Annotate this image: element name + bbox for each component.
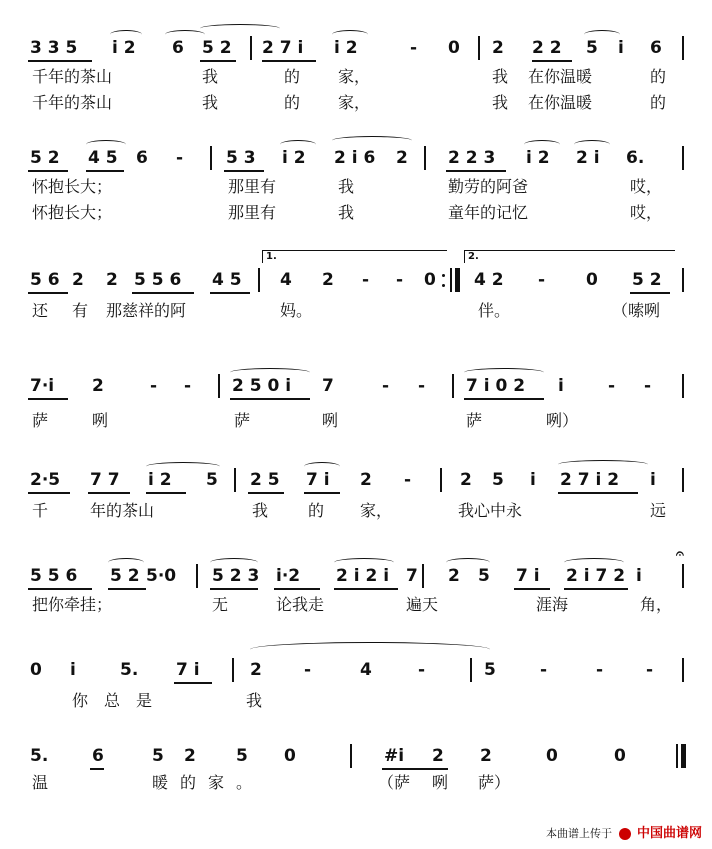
note-group: 2 i 6 <box>334 148 376 168</box>
underline <box>28 398 68 400</box>
note: 2 <box>360 470 372 490</box>
note: 5. <box>120 660 139 680</box>
lyric: 家， <box>338 93 371 112</box>
underline <box>230 398 310 400</box>
final-barline-thin <box>676 744 678 768</box>
note-group: 2 7 i <box>262 38 304 58</box>
lyric: （嗦咧 <box>612 301 661 320</box>
lyric: 涯海 <box>536 595 569 614</box>
lyric: 在你温暖 <box>528 93 593 112</box>
lyric: 有 <box>72 301 89 320</box>
lyric: 论我走 <box>276 595 325 614</box>
lyric: 咧） <box>546 411 579 430</box>
lyric: 的 <box>650 67 667 86</box>
slur <box>564 558 624 567</box>
note-group: 4 5 <box>212 270 242 290</box>
lyric: 的 <box>650 93 667 112</box>
rest: 0 <box>30 660 42 680</box>
slur <box>230 368 310 377</box>
underline <box>210 588 258 590</box>
lyric: 哎， <box>630 203 663 222</box>
note: i <box>70 660 76 680</box>
barline <box>196 564 198 588</box>
note: 2 <box>72 270 84 290</box>
lyric: 无 <box>212 595 229 614</box>
underline <box>382 768 448 770</box>
note-group: 2 2 <box>532 38 562 58</box>
rest: 0 <box>546 746 558 766</box>
barline <box>218 374 220 398</box>
underline <box>248 492 284 494</box>
lyric: 我 <box>338 203 355 222</box>
underline <box>86 170 124 172</box>
repeat-dot <box>442 284 445 287</box>
note-group: 2·5 <box>30 470 61 490</box>
underline <box>28 60 92 62</box>
barline <box>350 744 352 768</box>
note-group: 2 7 i 2 <box>560 470 620 490</box>
lyric: 萨） <box>478 773 511 792</box>
note-group: i·2 <box>276 566 301 586</box>
dash: - <box>538 270 546 290</box>
slur <box>558 460 648 469</box>
lyric: 还 <box>32 301 49 320</box>
lyric: 那里有 <box>228 203 277 222</box>
lyric: 我 <box>202 93 219 112</box>
rest: 0 <box>614 746 626 766</box>
lyric: 妈。 <box>280 301 313 320</box>
system-3 <box>0 251 712 382</box>
lyric: 的 <box>284 93 301 112</box>
note-group: 2 2 3 <box>448 148 496 168</box>
underline <box>464 398 544 400</box>
lyric: 温 <box>32 773 49 792</box>
note-group: i 2 <box>282 148 306 168</box>
lyric: 萨 <box>234 411 251 430</box>
note-group: 5 5 6 <box>30 566 78 586</box>
underline <box>200 60 236 62</box>
barline <box>682 564 684 588</box>
barline <box>234 468 236 492</box>
repeat-dot <box>442 274 445 277</box>
dash: - <box>304 660 312 680</box>
lyric: 把你牵挂； <box>32 595 113 614</box>
note-group: 7 i 0 2 <box>466 376 526 396</box>
barline <box>470 658 472 682</box>
slur <box>584 30 620 39</box>
note: 6 <box>136 148 148 168</box>
dash: - <box>418 660 426 680</box>
underline <box>446 170 506 172</box>
rest: 0 <box>448 38 460 58</box>
lyric: 年的茶山 <box>90 501 155 520</box>
underline <box>274 588 320 590</box>
note: 5 <box>152 746 164 766</box>
underline <box>304 492 340 494</box>
underline <box>262 60 316 62</box>
underline <box>28 292 68 294</box>
barline <box>258 268 260 292</box>
repeat-barline-thick <box>455 268 460 292</box>
slur <box>524 140 560 149</box>
note-group: i 2 <box>112 38 136 58</box>
underline <box>146 492 186 494</box>
note: 2 <box>480 746 492 766</box>
note: 2 <box>460 470 472 490</box>
note-group: 5 2 <box>202 38 232 58</box>
barline <box>452 374 454 398</box>
note: 6 <box>172 38 184 58</box>
note: 2 <box>250 660 262 680</box>
note: 4 <box>280 270 292 290</box>
note-group: 2 i 7 2 <box>566 566 626 586</box>
slur <box>86 140 126 149</box>
note-group: 5 2 <box>632 270 662 290</box>
slur <box>165 30 205 39</box>
lyric: 我 <box>246 691 263 710</box>
underline <box>132 292 194 294</box>
repeat-barline-thin <box>450 268 452 292</box>
lyric: 我 <box>202 67 219 86</box>
barline <box>682 468 684 492</box>
note-group: i 2 <box>148 470 172 490</box>
volta-2-bracket <box>464 250 675 263</box>
dash: - <box>608 376 616 396</box>
lyric: 角， <box>640 595 673 614</box>
note-group: 2 5 0 i <box>232 376 292 396</box>
underline <box>88 492 130 494</box>
note: 5 <box>236 746 248 766</box>
dash: - <box>644 376 652 396</box>
note-group: 4 5 <box>88 148 118 168</box>
dash: - <box>150 376 158 396</box>
dash: - <box>410 38 418 58</box>
note: 2 <box>492 38 504 58</box>
underline <box>174 682 212 684</box>
note: i <box>636 566 642 586</box>
site-name: 中国曲谱网 <box>636 826 702 841</box>
lyric: 童年的记忆 <box>448 203 529 222</box>
lyric: 那慈祥的阿 <box>106 301 187 320</box>
dash: - <box>596 660 604 680</box>
barline <box>440 468 442 492</box>
note: i <box>618 38 624 58</box>
note-group: 5 6 <box>30 270 60 290</box>
note: i <box>558 376 564 396</box>
dash: - <box>362 270 370 290</box>
note: 5 <box>586 38 598 58</box>
note-group: 2 i <box>576 148 600 168</box>
lyric: 千 <box>32 501 49 520</box>
note: 2 <box>448 566 460 586</box>
dash: - <box>418 376 426 396</box>
note-group: i 2 <box>334 38 358 58</box>
upload-text: 本曲谱上传于 <box>545 827 612 840</box>
slur <box>446 558 490 567</box>
note: 4 <box>360 660 372 680</box>
underline <box>28 588 92 590</box>
slur <box>110 30 142 39</box>
note: 7 <box>322 376 334 396</box>
note-group: 5 2 <box>30 148 60 168</box>
barline <box>210 146 212 170</box>
volta-1-bracket <box>262 250 447 263</box>
note: 5 <box>206 470 218 490</box>
note: 2 <box>396 148 408 168</box>
underline <box>28 170 68 172</box>
slur <box>464 368 544 377</box>
dash: - <box>396 270 404 290</box>
lyric: 我 <box>492 67 509 86</box>
note: 5 <box>478 566 490 586</box>
note: 5 <box>484 660 496 680</box>
underline <box>90 768 104 770</box>
lyric: 家， <box>338 67 371 86</box>
note-group: i 2 <box>526 148 550 168</box>
note: 5 <box>492 470 504 490</box>
slur <box>304 462 340 471</box>
note-group: 2 i 2 i <box>336 566 390 586</box>
slur <box>332 136 412 145</box>
lyric: 怀抱长大； <box>32 177 113 196</box>
slur <box>146 462 220 471</box>
lyric: 远 <box>650 501 667 520</box>
slur <box>574 140 610 149</box>
dash: - <box>184 376 192 396</box>
lyric: 的 <box>284 67 301 86</box>
barline <box>424 146 426 170</box>
lyric: 怀抱长大； <box>32 203 113 222</box>
tie <box>250 642 490 657</box>
note: 2 <box>92 376 104 396</box>
footer-watermark <box>546 822 702 841</box>
lyric: 你总是 <box>72 691 169 710</box>
note-group: 7 i <box>516 566 540 586</box>
lyric: 千年的茶山 <box>32 93 113 112</box>
slur <box>280 140 316 149</box>
underline <box>558 492 638 494</box>
note-group: 2 5 <box>250 470 280 490</box>
underline <box>210 292 250 294</box>
note-group: 7 7 <box>90 470 120 490</box>
lyric: 暖的家。 <box>152 773 265 792</box>
note: 6 <box>650 38 662 58</box>
fermata-icon: 𝄐 <box>676 546 684 562</box>
note-group: 5 2 <box>110 566 140 586</box>
note-group: 5 2 3 <box>212 566 260 586</box>
note-group: 7 i <box>306 470 330 490</box>
lyric: 我 <box>492 93 509 112</box>
note-group: 5·0 <box>146 566 177 586</box>
rest: 0 <box>586 270 598 290</box>
underline <box>514 588 550 590</box>
slur <box>200 24 280 33</box>
lyric: 家， <box>360 501 393 520</box>
note: 6. <box>626 148 645 168</box>
barline <box>422 564 424 588</box>
lyric: 我 <box>252 501 269 520</box>
underline <box>630 292 670 294</box>
site-logo-icon <box>619 828 631 840</box>
barline <box>682 36 684 60</box>
dash: - <box>382 376 390 396</box>
note: 2 <box>322 270 334 290</box>
lyric: 萨 <box>466 411 483 430</box>
lyric: （萨 <box>378 773 411 792</box>
note-group: 7 i <box>176 660 200 680</box>
note-group: 5 5 6 <box>134 270 182 290</box>
volta-1-label: 1. <box>266 251 277 262</box>
lyric: 我心中永 <box>458 501 523 520</box>
lyric: 咧 <box>92 411 109 430</box>
lyric: 的 <box>308 501 325 520</box>
note: 6 <box>92 746 104 766</box>
dash: - <box>176 148 184 168</box>
dash: - <box>646 660 654 680</box>
lyric: 我 <box>338 177 355 196</box>
dash: - <box>540 660 548 680</box>
lyric: 勤劳的阿爸 <box>448 177 529 196</box>
underline <box>532 60 572 62</box>
lyric: 那里有 <box>228 177 277 196</box>
lyric: 哎， <box>630 177 663 196</box>
note-group: 4 2 <box>474 270 504 290</box>
note-group: 5 3 <box>226 148 256 168</box>
barline <box>682 268 684 292</box>
note-group: 3 3 5 <box>30 38 78 58</box>
note: 2 <box>432 746 444 766</box>
lyric: 咧 <box>432 773 449 792</box>
note: 7 <box>406 566 418 586</box>
rest: 0 <box>424 270 436 290</box>
barline <box>232 658 234 682</box>
underline <box>108 588 146 590</box>
final-barline-thick <box>681 744 686 768</box>
underline <box>28 492 70 494</box>
note: i <box>530 470 536 490</box>
lyric: 遍天 <box>406 595 439 614</box>
lyric: 伴。 <box>478 301 511 320</box>
volta-2-label: 2. <box>468 251 479 262</box>
barline <box>250 36 252 60</box>
system-1 <box>0 30 712 150</box>
underline <box>224 170 264 172</box>
lyric: 萨 <box>32 411 49 430</box>
lyric: 千年的茶山 <box>32 67 113 86</box>
note: 2 <box>184 746 196 766</box>
barline <box>682 146 684 170</box>
barline <box>682 658 684 682</box>
slur <box>332 30 368 39</box>
slur <box>108 558 144 567</box>
system-2 <box>0 140 712 260</box>
underline <box>334 588 398 590</box>
lyric: 在你温暖 <box>528 67 593 86</box>
note: 2 <box>106 270 118 290</box>
note: i <box>650 470 656 490</box>
barline <box>478 36 480 60</box>
slur <box>334 558 394 567</box>
barline <box>682 374 684 398</box>
slur <box>210 558 258 567</box>
note: 5. <box>30 746 49 766</box>
lyric: 咧 <box>322 411 339 430</box>
underline <box>564 588 628 590</box>
note-sharp: #i <box>384 746 405 766</box>
note-group: 7·i <box>30 376 55 396</box>
dash: - <box>404 470 412 490</box>
rest: 0 <box>284 746 296 766</box>
